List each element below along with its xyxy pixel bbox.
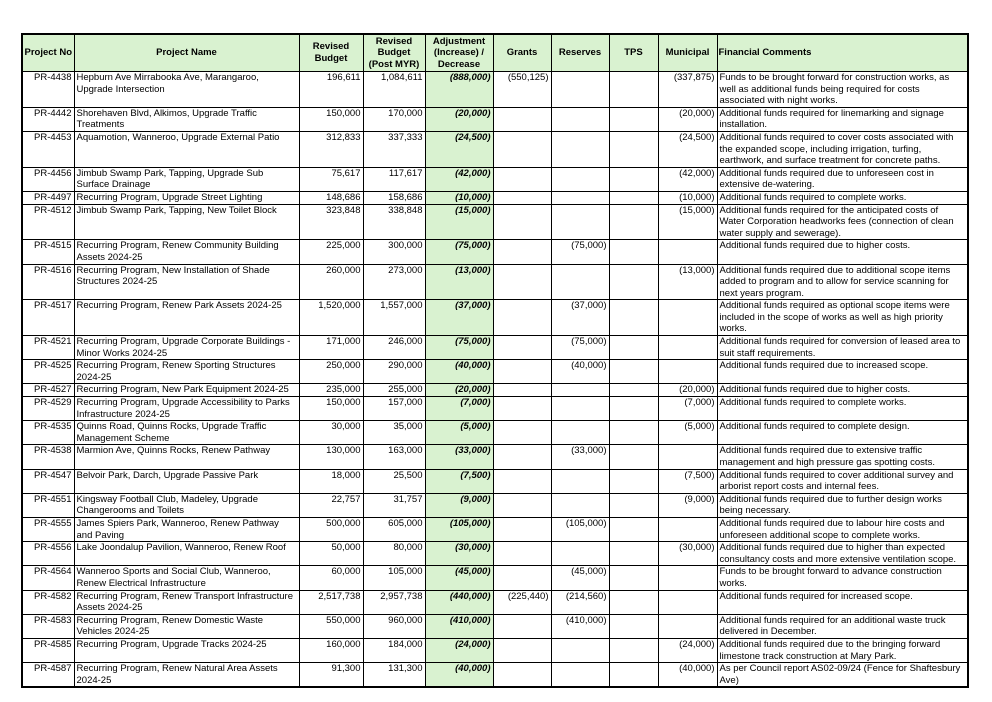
municipal-cell: (10,000): [658, 191, 717, 204]
financial-comment-cell: Additional funds required due to additional scope items added to program and to allow for service scanning for next years program.: [717, 264, 968, 300]
adjustment-cell: (105,000): [425, 517, 493, 541]
tps-cell: [609, 336, 658, 360]
revised-budget-post-cell: 80,000: [363, 542, 425, 566]
revised-budget-post-cell: 31,757: [363, 493, 425, 517]
reserves-cell: (75,000): [551, 336, 609, 360]
table-row: [22, 590, 968, 614]
revised-budget-cell: 312,833: [299, 131, 363, 167]
header-adjustment: Adjustment (Increase) / Decrease: [425, 34, 493, 72]
reserves-cell: [551, 72, 609, 108]
reserves-cell: (75,000): [551, 240, 609, 264]
revised-budget-cell: 148,686: [299, 191, 363, 204]
revised-budget-post-cell: 35,000: [363, 421, 425, 445]
header-revised-budget: Revised Budget: [299, 34, 363, 72]
municipal-cell: (24,500): [658, 131, 717, 167]
reserves-cell: (33,000): [551, 445, 609, 469]
tps-cell: [609, 542, 658, 566]
revised-budget-post-cell: 300,000: [363, 240, 425, 264]
financial-comment-cell: Additional funds required due to higher than expected consultancy costs and more extensive ventilation scope.: [717, 542, 968, 566]
header-financial-comments: Financial Comments: [717, 34, 968, 72]
grants-cell: [493, 384, 551, 397]
revised-budget-cell: 550,000: [299, 614, 363, 638]
adjustment-cell: (410,000): [425, 614, 493, 638]
revised-budget-post-cell: 184,000: [363, 638, 425, 662]
revised-budget-cell: 130,000: [299, 445, 363, 469]
table-row: [22, 131, 968, 167]
revised-budget-post-cell: 273,000: [363, 264, 425, 300]
financial-comment-cell: Additional funds required as optional scope items were included in the scope of works as well as high priority works.: [717, 300, 968, 336]
revised-budget-cell: 323,848: [299, 204, 363, 240]
tps-cell: [609, 384, 658, 397]
grants-cell: [493, 360, 551, 384]
project-no-cell: PR-4547: [22, 469, 74, 493]
tps-cell: [609, 107, 658, 131]
financial-comment-cell: Additional funds required to complete design.: [717, 421, 968, 445]
reserves-cell: [551, 384, 609, 397]
tps-cell: [609, 663, 658, 688]
grants-cell: [493, 397, 551, 421]
municipal-cell: (7,000): [658, 397, 717, 421]
project-name-cell: Recurring Program, Upgrade Tracks 2024-25: [74, 638, 299, 662]
revised-budget-post-cell: 1,084,611: [363, 72, 425, 108]
project-no-cell: PR-4564: [22, 566, 74, 590]
tps-cell: [609, 493, 658, 517]
header-tps: TPS: [609, 34, 658, 72]
revised-budget-post-cell: 157,000: [363, 397, 425, 421]
financial-comment-cell: Additional funds required to cover additional survey and arborist report costs and internal fees.: [717, 469, 968, 493]
tps-cell: [609, 445, 658, 469]
reserves-cell: [551, 191, 609, 204]
revised-budget-cell: 22,757: [299, 493, 363, 517]
grants-cell: (225,440): [493, 590, 551, 614]
table-row: [22, 191, 968, 204]
capital-works-table: [21, 33, 969, 688]
table-row: [22, 240, 968, 264]
revised-budget-post-cell: 246,000: [363, 336, 425, 360]
revised-budget-post-cell: 338,848: [363, 204, 425, 240]
revised-budget-cell: 30,000: [299, 421, 363, 445]
tps-cell: [609, 264, 658, 300]
financial-comment-cell: Additional funds required due to increased scope.: [717, 360, 968, 384]
grants-cell: [493, 517, 551, 541]
project-name-cell: Shorehaven Blvd, Alkimos, Upgrade Traffic Treatments: [74, 107, 299, 131]
project-no-cell: PR-4555: [22, 517, 74, 541]
project-no-cell: PR-4556: [22, 542, 74, 566]
financial-comment-cell: Additional funds required to complete works.: [717, 191, 968, 204]
municipal-cell: [658, 517, 717, 541]
reserves-cell: (37,000): [551, 300, 609, 336]
financial-comment-cell: Additional funds required for linemarking and signage installation.: [717, 107, 968, 131]
financial-comment-cell: Additional funds required for the anticipated costs of Water Corporation headworks fees (connection of clean water supply and sewerage).: [717, 204, 968, 240]
financial-comment-cell: Additional funds required to complete works.: [717, 397, 968, 421]
revised-budget-cell: 150,000: [299, 107, 363, 131]
table-row: [22, 421, 968, 445]
tps-cell: [609, 421, 658, 445]
revised-budget-cell: 18,000: [299, 469, 363, 493]
revised-budget-post-cell: 2,957,738: [363, 590, 425, 614]
project-no-cell: PR-4529: [22, 397, 74, 421]
project-no-cell: PR-4515: [22, 240, 74, 264]
tps-cell: [609, 397, 658, 421]
revised-budget-cell: 500,000: [299, 517, 363, 541]
project-name-cell: Recurring Program, Renew Domestic Waste Vehicles 2024-25: [74, 614, 299, 638]
project-name-cell: Recurring Program, Renew Sporting Structures 2024-25: [74, 360, 299, 384]
adjustment-cell: (7,500): [425, 469, 493, 493]
reserves-cell: [551, 663, 609, 688]
grants-cell: [493, 191, 551, 204]
grants-cell: [493, 131, 551, 167]
project-name-cell: Recurring Program, Renew Community Building Assets 2024-25: [74, 240, 299, 264]
revised-budget-cell: 60,000: [299, 566, 363, 590]
revised-budget-post-cell: 25,500: [363, 469, 425, 493]
revised-budget-post-cell: 1,557,000: [363, 300, 425, 336]
revised-budget-cell: 260,000: [299, 264, 363, 300]
grants-cell: [493, 264, 551, 300]
project-name-cell: Recurring Program, Upgrade Corporate Buildings - Minor Works 2024-25: [74, 336, 299, 360]
header-project-name: Project Name: [74, 34, 299, 72]
financial-comment-cell: Additional funds required due to labour hire costs and unforeseen additional scope to complete works.: [717, 517, 968, 541]
tps-cell: [609, 590, 658, 614]
project-name-cell: Kingsway Football Club, Madeley, Upgrade Changerooms and Toilets: [74, 493, 299, 517]
table-row: [22, 445, 968, 469]
table-row: [22, 384, 968, 397]
municipal-cell: [658, 240, 717, 264]
revised-budget-cell: 91,300: [299, 663, 363, 688]
adjustment-cell: (440,000): [425, 590, 493, 614]
adjustment-cell: (10,000): [425, 191, 493, 204]
adjustment-cell: (888,000): [425, 72, 493, 108]
header-grants: Grants: [493, 34, 551, 72]
financial-comment-cell: Additional funds required to cover costs associated with the expanded scope, including irrigation, turfing, earthwork, and surface treatment for concrete paths.: [717, 131, 968, 167]
project-no-cell: PR-4456: [22, 167, 74, 191]
table-row: [22, 493, 968, 517]
table-row: [22, 264, 968, 300]
table-row: [22, 614, 968, 638]
project-name-cell: Recurring Program, Renew Park Assets 2024-25: [74, 300, 299, 336]
tps-cell: [609, 638, 658, 662]
project-name-cell: Hepburn Ave Mirrabooka Ave, Marangaroo, Upgrade Intersection: [74, 72, 299, 108]
adjustment-cell: (37,000): [425, 300, 493, 336]
table-row: [22, 397, 968, 421]
municipal-cell: [658, 614, 717, 638]
revised-budget-cell: 150,000: [299, 397, 363, 421]
reserves-cell: (45,000): [551, 566, 609, 590]
project-name-cell: Wanneroo Sports and Social Club, Wanneroo, Renew Electrical Infrastructure: [74, 566, 299, 590]
reserves-cell: [551, 167, 609, 191]
project-name-cell: Aquamotion, Wanneroo, Upgrade External Patio: [74, 131, 299, 167]
tps-cell: [609, 167, 658, 191]
grants-cell: [493, 336, 551, 360]
reserves-cell: (410,000): [551, 614, 609, 638]
municipal-cell: (40,000): [658, 663, 717, 688]
project-name-cell: Marmion Ave, Quinns Rocks, Renew Pathway: [74, 445, 299, 469]
financial-comment-cell: As per Council report AS02-09/24 (Fence for Shaftesbury Ave): [717, 663, 968, 688]
tps-cell: [609, 240, 658, 264]
revised-budget-post-cell: 255,000: [363, 384, 425, 397]
grants-cell: [493, 663, 551, 688]
table-body: [22, 72, 968, 688]
project-no-cell: PR-4551: [22, 493, 74, 517]
project-name-cell: Belvoir Park, Darch, Upgrade Passive Park: [74, 469, 299, 493]
revised-budget-cell: 75,617: [299, 167, 363, 191]
project-name-cell: Recurring Program, Renew Transport Infrastructure Assets 2024-25: [74, 590, 299, 614]
table-row: [22, 663, 968, 688]
reserves-cell: (105,000): [551, 517, 609, 541]
revised-budget-cell: 171,000: [299, 336, 363, 360]
reserves-cell: [551, 397, 609, 421]
tps-cell: [609, 191, 658, 204]
reserves-cell: [551, 638, 609, 662]
reserves-cell: [551, 107, 609, 131]
table-row: [22, 300, 968, 336]
revised-budget-post-cell: 605,000: [363, 517, 425, 541]
reserves-cell: [551, 264, 609, 300]
project-no-cell: PR-4516: [22, 264, 74, 300]
municipal-cell: (7,500): [658, 469, 717, 493]
adjustment-cell: (75,000): [425, 336, 493, 360]
project-no-cell: PR-4438: [22, 72, 74, 108]
project-no-cell: PR-4525: [22, 360, 74, 384]
grants-cell: [493, 240, 551, 264]
tps-cell: [609, 517, 658, 541]
project-name-cell: Jimbub Swamp Park, Tapping, New Toilet Block: [74, 204, 299, 240]
grants-cell: [493, 638, 551, 662]
revised-budget-cell: 160,000: [299, 638, 363, 662]
reserves-cell: (40,000): [551, 360, 609, 384]
reserves-cell: (214,560): [551, 590, 609, 614]
project-no-cell: PR-4512: [22, 204, 74, 240]
project-name-cell: Recurring Program, New Installation of Shade Structures 2024-25: [74, 264, 299, 300]
municipal-cell: [658, 336, 717, 360]
grants-cell: [493, 421, 551, 445]
project-name-cell: Jimbub Swamp Park, Tapping, Upgrade Sub Surface Drainage: [74, 167, 299, 191]
municipal-cell: (9,000): [658, 493, 717, 517]
grants-cell: [493, 493, 551, 517]
municipal-cell: [658, 566, 717, 590]
revised-budget-post-cell: 158,686: [363, 191, 425, 204]
project-name-cell: James Spiers Park, Wanneroo, Renew Pathway and Paving: [74, 517, 299, 541]
project-name-cell: Lake Joondalup Pavilion, Wanneroo, Renew Roof: [74, 542, 299, 566]
table-row: [22, 566, 968, 590]
reserves-cell: [551, 204, 609, 240]
table-row: [22, 107, 968, 131]
reserves-cell: [551, 421, 609, 445]
project-no-cell: PR-4497: [22, 191, 74, 204]
table-row: [22, 469, 968, 493]
tps-cell: [609, 300, 658, 336]
project-no-cell: PR-4521: [22, 336, 74, 360]
table-row: [22, 167, 968, 191]
municipal-cell: (337,875): [658, 72, 717, 108]
project-no-cell: PR-4517: [22, 300, 74, 336]
grants-cell: (550,125): [493, 72, 551, 108]
revised-budget-post-cell: 170,000: [363, 107, 425, 131]
adjustment-cell: (7,000): [425, 397, 493, 421]
financial-comment-cell: Additional funds required for an additional waste truck delivered in December.: [717, 614, 968, 638]
financial-comment-cell: Additional funds required for increased scope.: [717, 590, 968, 614]
municipal-cell: (20,000): [658, 384, 717, 397]
revised-budget-cell: 250,000: [299, 360, 363, 384]
project-name-cell: Recurring Program, Upgrade Accessibility to Parks Infrastructure 2024-25: [74, 397, 299, 421]
financial-comment-cell: Additional funds required due to higher costs.: [717, 384, 968, 397]
table-row: [22, 517, 968, 541]
adjustment-cell: (75,000): [425, 240, 493, 264]
header-revised-budget-post-myr: Revised Budget (Post MYR): [363, 34, 425, 72]
grants-cell: [493, 107, 551, 131]
financial-comment-cell: Funds to be brought forward to advance construction works.: [717, 566, 968, 590]
municipal-cell: (15,000): [658, 204, 717, 240]
municipal-cell: (13,000): [658, 264, 717, 300]
reserves-cell: [551, 493, 609, 517]
municipal-cell: [658, 590, 717, 614]
project-no-cell: PR-4527: [22, 384, 74, 397]
tps-cell: [609, 566, 658, 590]
adjustment-cell: (33,000): [425, 445, 493, 469]
revised-budget-cell: 50,000: [299, 542, 363, 566]
adjustment-cell: (24,500): [425, 131, 493, 167]
table-row: [22, 72, 968, 108]
reserves-cell: [551, 542, 609, 566]
financial-comment-cell: Additional funds required due to higher costs.: [717, 240, 968, 264]
project-no-cell: PR-4583: [22, 614, 74, 638]
financial-comment-cell: Additional funds required due to extensive traffic management and high pressure gas spotting costs.: [717, 445, 968, 469]
header-project-no: Project No: [22, 34, 74, 72]
adjustment-cell: (42,000): [425, 167, 493, 191]
financial-comment-cell: Additional funds required for conversion of leased area to suit staff requirements.: [717, 336, 968, 360]
header-row: [22, 34, 968, 72]
financial-comment-cell: Additional funds required due to the bringing forward limestone track construction at Mary Park.: [717, 638, 968, 662]
tps-cell: [609, 131, 658, 167]
adjustment-cell: (13,000): [425, 264, 493, 300]
project-no-cell: PR-4587: [22, 663, 74, 688]
table-row: [22, 360, 968, 384]
grants-cell: [493, 204, 551, 240]
grants-cell: [493, 445, 551, 469]
tps-cell: [609, 204, 658, 240]
adjustment-cell: (40,000): [425, 663, 493, 688]
revised-budget-post-cell: 290,000: [363, 360, 425, 384]
project-no-cell: PR-4585: [22, 638, 74, 662]
revised-budget-cell: 196,611: [299, 72, 363, 108]
project-no-cell: PR-4442: [22, 107, 74, 131]
tps-cell: [609, 614, 658, 638]
tps-cell: [609, 360, 658, 384]
adjustment-cell: (9,000): [425, 493, 493, 517]
revised-budget-cell: 1,520,000: [299, 300, 363, 336]
municipal-cell: [658, 360, 717, 384]
municipal-cell: (5,000): [658, 421, 717, 445]
tps-cell: [609, 72, 658, 108]
project-no-cell: PR-4538: [22, 445, 74, 469]
grants-cell: [493, 566, 551, 590]
adjustment-cell: (15,000): [425, 204, 493, 240]
revised-budget-post-cell: 131,300: [363, 663, 425, 688]
financial-comment-cell: Additional funds required due to further design works being necessary.: [717, 493, 968, 517]
municipal-cell: (20,000): [658, 107, 717, 131]
revised-budget-cell: 225,000: [299, 240, 363, 264]
grants-cell: [493, 167, 551, 191]
header-municipal: Municipal: [658, 34, 717, 72]
adjustment-cell: (45,000): [425, 566, 493, 590]
municipal-cell: [658, 445, 717, 469]
grants-cell: [493, 542, 551, 566]
revised-budget-post-cell: 117,617: [363, 167, 425, 191]
financial-comment-cell: Additional funds required due to unforeseen cost in extensive de-watering.: [717, 167, 968, 191]
adjustment-cell: (40,000): [425, 360, 493, 384]
project-no-cell: PR-4582: [22, 590, 74, 614]
adjustment-cell: (30,000): [425, 542, 493, 566]
revised-budget-cell: 235,000: [299, 384, 363, 397]
financial-comment-cell: Funds to be brought forward for construction works, as well as additional funds being required for costs associated with night works.: [717, 72, 968, 108]
table-row: [22, 336, 968, 360]
reserves-cell: [551, 469, 609, 493]
adjustment-cell: (20,000): [425, 107, 493, 131]
project-no-cell: PR-4535: [22, 421, 74, 445]
table-row: [22, 204, 968, 240]
revised-budget-post-cell: 960,000: [363, 614, 425, 638]
revised-budget-cell: 2,517,738: [299, 590, 363, 614]
revised-budget-post-cell: 163,000: [363, 445, 425, 469]
municipal-cell: (42,000): [658, 167, 717, 191]
project-name-cell: Recurring Program, Renew Natural Area Assets 2024-25: [74, 663, 299, 688]
header-reserves: Reserves: [551, 34, 609, 72]
adjustment-cell: (24,000): [425, 638, 493, 662]
adjustment-cell: (20,000): [425, 384, 493, 397]
table-row: [22, 542, 968, 566]
project-name-cell: Quinns Road, Quinns Rocks, Upgrade Traffic Management Scheme: [74, 421, 299, 445]
municipal-cell: [658, 300, 717, 336]
project-name-cell: Recurring Program, New Park Equipment 2024-25: [74, 384, 299, 397]
revised-budget-post-cell: 105,000: [363, 566, 425, 590]
grants-cell: [493, 469, 551, 493]
revised-budget-post-cell: 337,333: [363, 131, 425, 167]
grants-cell: [493, 614, 551, 638]
tps-cell: [609, 469, 658, 493]
grants-cell: [493, 300, 551, 336]
project-no-cell: PR-4453: [22, 131, 74, 167]
adjustment-cell: (5,000): [425, 421, 493, 445]
reserves-cell: [551, 131, 609, 167]
municipal-cell: (30,000): [658, 542, 717, 566]
municipal-cell: (24,000): [658, 638, 717, 662]
project-name-cell: Recurring Program, Upgrade Street Lighting: [74, 191, 299, 204]
table-row: [22, 638, 968, 662]
